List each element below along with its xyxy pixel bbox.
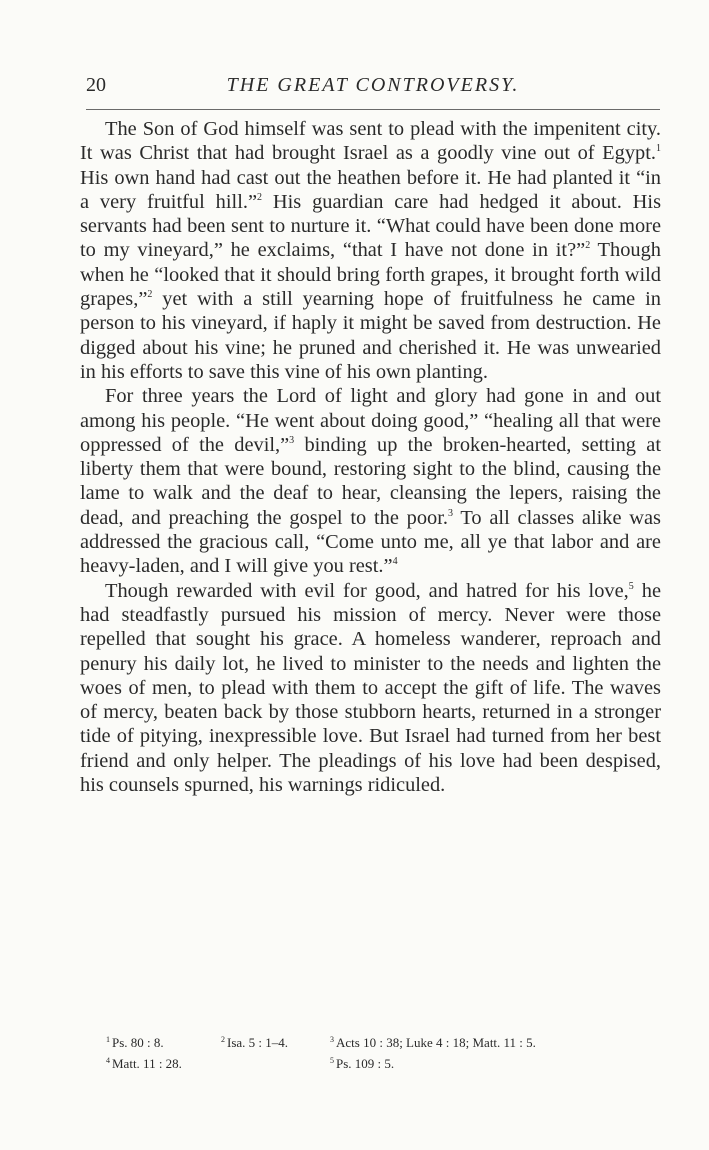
footnote-mark: 3	[330, 1035, 334, 1044]
footnote-reference: 2	[147, 289, 153, 301]
footnote-text: Acts 10 : 38; Luke 4 : 18; Matt. 11 : 5.	[336, 1035, 536, 1050]
text-run: he had steadfastly pursued his mission of mercy. Never were those repelled that sought his grace. A homeless wanderer, reproach and penury his daily lot, he lived to minister to the needs and lighten the woes of men, to plead with them to accept the gift of life. The waves of mercy, beaten back by those stubborn hearts, returned in a stronger tide of pitying, inexpressible love. But Israel had turned from her best friend and only helper. The pleadings of his love had been despised, his counsels spurned, his warnings ridiculed.	[80, 579, 661, 797]
footnote-2	[221, 1032, 288, 1053]
header-rule	[86, 109, 660, 110]
footnote-reference: 3	[289, 434, 295, 446]
page-number: 20	[86, 74, 106, 96]
footnote-reference: 4	[392, 556, 398, 568]
footnote-reference: 2	[585, 240, 591, 252]
footnote-text: Ps. 80 : 8.	[112, 1035, 164, 1050]
text-run: To all classes alike was addressed the gracious call, “Come unto me, all ye that labor and are heavy-laden, and I will give you rest.”	[80, 506, 661, 578]
footnote-reference: 5	[628, 580, 634, 592]
text-run: His own hand had cast out the heathen before it. He had planted it “in a very fruitful hill.”	[80, 166, 661, 213]
footnote-reference: 1	[656, 143, 661, 155]
text-run: Though when he “looked that it should bring forth grapes, it brought forth wild grapes,”	[80, 239, 661, 311]
footnote-reference: 3	[448, 507, 453, 519]
footnote-4	[106, 1053, 182, 1074]
body-text	[80, 117, 661, 797]
footnote-reference: 2	[257, 191, 263, 203]
text-run: binding up the broken-hearted, setting at liberty them that were bound, restoring sight to the blind, causing the lame to walk and the deaf to hear, cleansing the lepers, raising the dead, and preaching the gospel to the poor.	[80, 433, 661, 529]
paragraph	[80, 579, 661, 798]
footnote-row	[106, 1032, 666, 1053]
text-run: yet with a still yearning hope of fruitfulness he came in person to his vineyard, if haply it might be saved from destruction. He digged about his vine; he pruned and cherished it. He was unwearied in his efforts to save this vine of his own planting.	[80, 288, 661, 383]
running-title: THE GREAT CONTROVERSY.	[226, 74, 520, 96]
text-run: The Son of God himself was sent to plead with the impenitent city. It was Christ that had brought Israel as a goodly vine out of Egypt.	[80, 118, 661, 165]
footnote-mark: 2	[221, 1035, 225, 1044]
footnote-mark: 1	[106, 1035, 110, 1044]
page-header	[86, 74, 660, 104]
footnote-text: Ps. 109 : 5.	[336, 1056, 395, 1071]
footnote-mark: 5	[330, 1056, 334, 1065]
footnote-3	[330, 1032, 536, 1053]
text-run: Though rewarded with evil for good, and hatred for his love,	[105, 579, 629, 602]
footnote-1	[106, 1032, 164, 1053]
footnote-text: Isa. 5 : 1–4.	[227, 1035, 289, 1050]
footnote-text: Matt. 11 : 28.	[112, 1056, 182, 1071]
text-run: His guardian care had hedged it about. His servants had been sent to nurture it. “What could have been done more to my vineyard,” he exclaims, “that I have not done in it?”	[80, 190, 662, 262]
footnote-row	[106, 1053, 666, 1074]
text-run: For three years the Lord of light and glory had gone in and out among his people. “He went about doing good,” “healing all that were oppressed of the devil,”	[80, 385, 661, 456]
footnote-5	[330, 1053, 394, 1074]
footnote-mark: 4	[106, 1056, 110, 1065]
paragraph	[80, 384, 661, 578]
paragraph	[80, 117, 661, 384]
footnotes	[106, 1032, 666, 1074]
